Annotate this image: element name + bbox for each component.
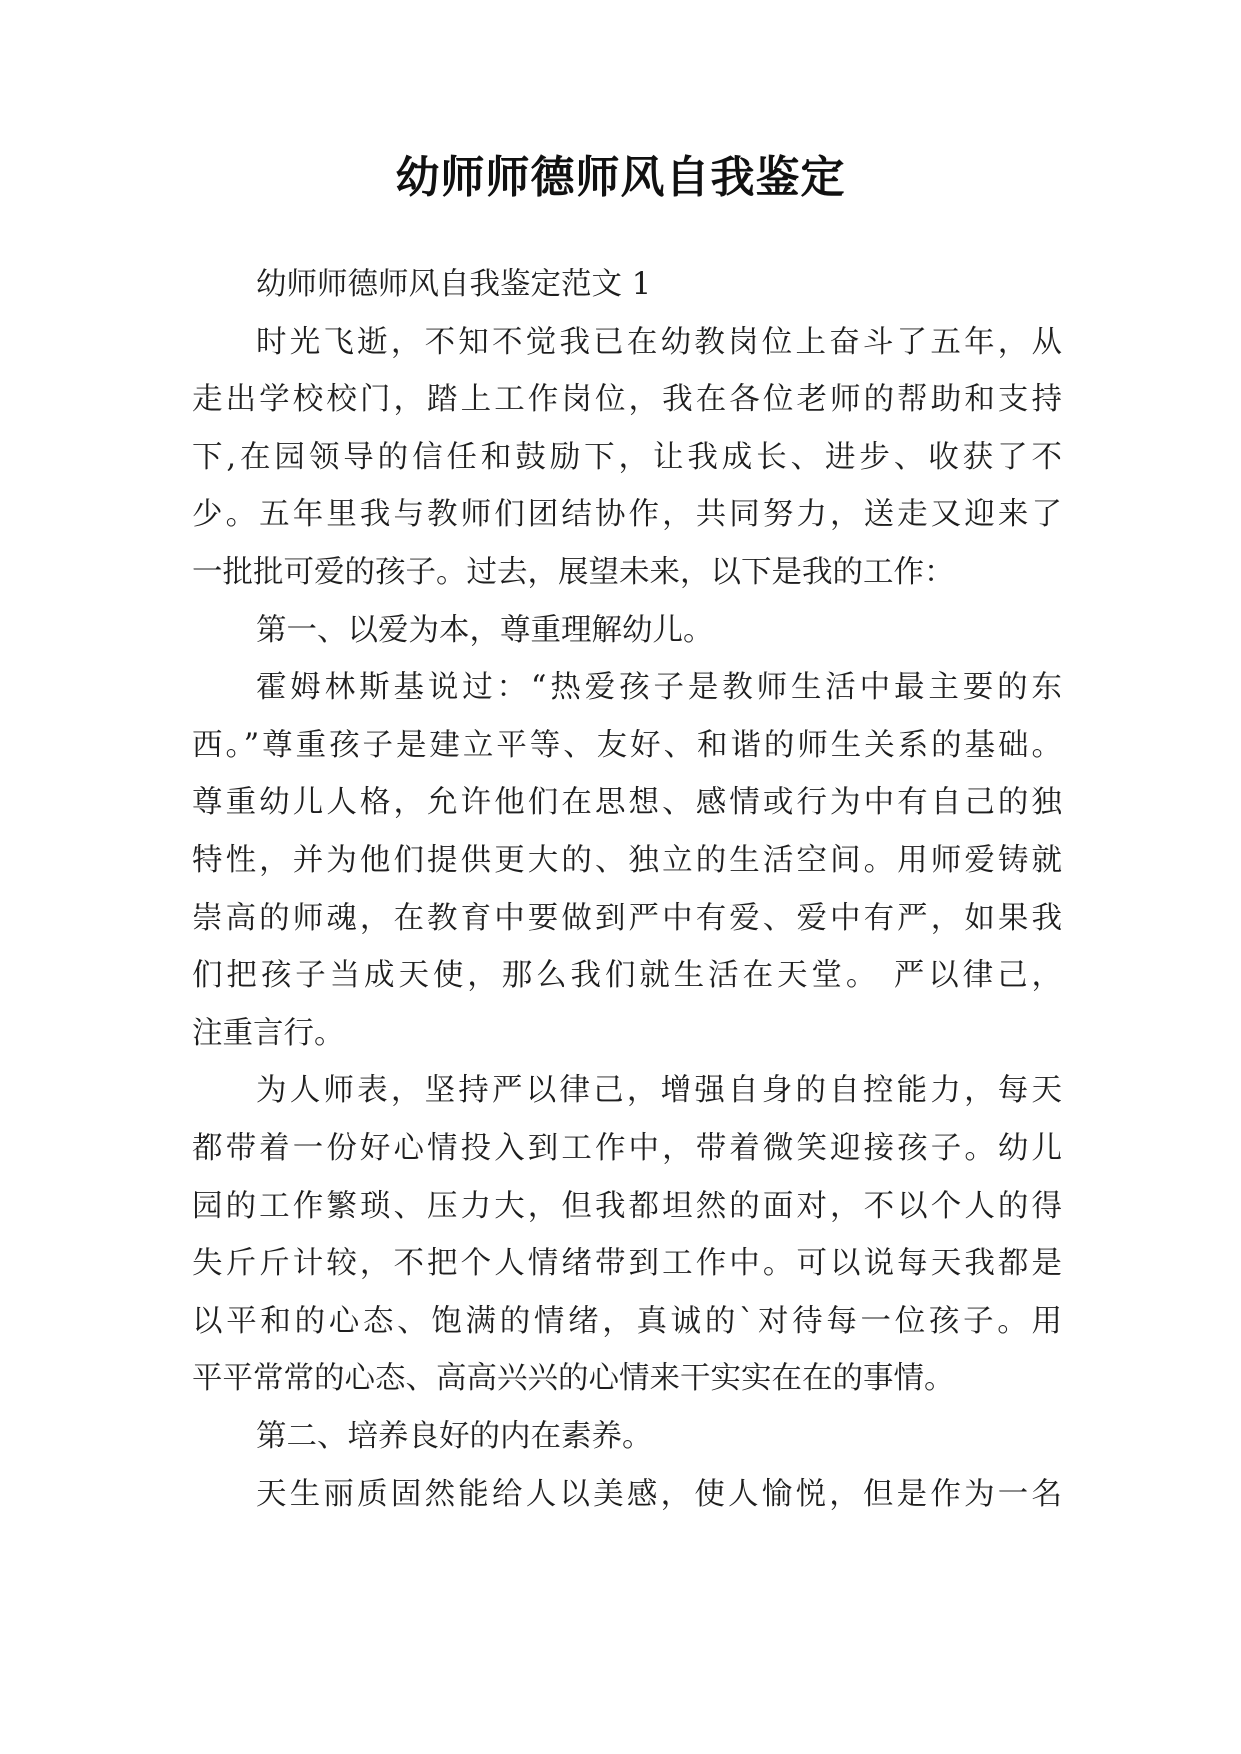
body-line: 时光飞逝，不知不觉我已在幼教岗位上奋斗了五年，从 [256,325,1062,360]
body-line: 走出学校校门，踏上工作岗位，我在各位老师的帮助和支持 [192,382,1062,417]
body-line: 以平和的心态、饱满的情绪，真诚的`对待每一位孩子。用 [192,1304,1062,1339]
body-line: 下,在园领导的信任和鼓励下，让我成长、进步、收获了不 [192,440,1062,475]
document-title: 幼师师德师风自我鉴定 [395,152,846,203]
body-line: 尊重幼儿人格，允许他们在思想、感情或行为中有自己的独 [192,785,1062,820]
body-line: 园的工作繁琐、压力大，但我都坦然的面对，不以个人的得 [192,1189,1062,1224]
body-line: 少。五年里我与教师们团结协作，共同努力，送走又迎来了 [192,497,1062,532]
body-line: 都带着一份好心情投入到工作中，带着微笑迎接孩子。幼儿 [192,1131,1062,1166]
body-line: 崇高的师魂，在教育中要做到严中有爱、爱中有严，如果我 [192,901,1062,936]
body-line: 第二、培养良好的内在素养。 [256,1419,653,1454]
body-line: 平平常常的心态、高高兴兴的心情来干实实在在的事情。 [192,1361,955,1396]
body-line: 第一、以爱为本，尊重理解幼儿。 [256,613,714,648]
body-line: 天生丽质固然能给人以美感，使人愉悦，但是作为一名 [256,1477,1062,1512]
body-line: 幼师师德师风自我鉴定范文 1 [256,267,652,302]
body-line: 特性，并为他们提供更大的、独立的生活空间。用师爱铸就 [192,843,1062,878]
body-line: 一批批可爱的孩子。过去，展望未来，以下是我的工作： [192,555,955,590]
body-line: 为人师表，坚持严以律己，增强自身的自控能力，每天 [256,1073,1062,1108]
body-line: 霍姆林斯基说过：“热爱孩子是教师生活中最主要的东 [256,670,1062,705]
body-line: 失斤斤计较，不把个人情绪带到工作中。可以说每天我都是 [192,1246,1062,1281]
body-line: 注重言行。 [192,1016,345,1051]
body-line: 们把孩子当成天使，那么我们就生活在天堂。 严以律己， [192,958,1062,993]
body-line: 西。”尊重孩子是建立平等、友好、和谐的师生关系的基础。 [192,728,1062,763]
